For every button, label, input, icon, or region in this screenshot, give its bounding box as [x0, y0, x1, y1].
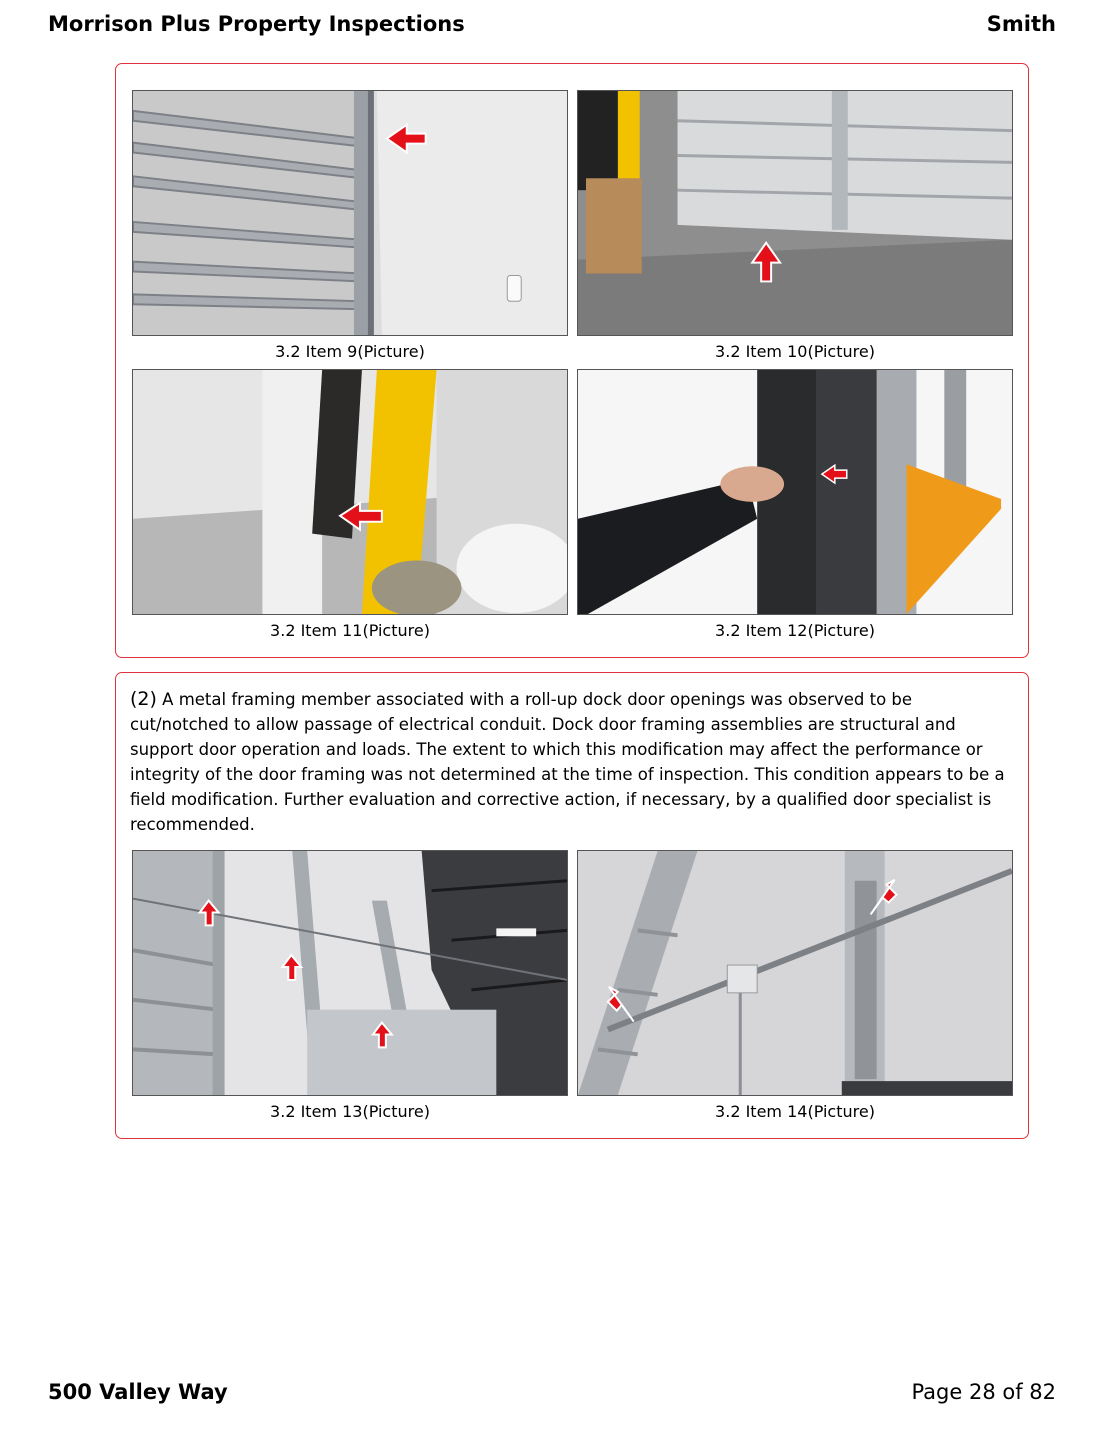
photo-item-11[interactable]: [132, 369, 568, 615]
hand-seal-photo: [578, 370, 1012, 614]
photo-caption: 3.2 Item 14(Picture): [715, 1102, 875, 1121]
conduit-box-photo: [578, 851, 1012, 1095]
photo-caption: 3.2 Item 12(Picture): [715, 621, 875, 640]
photo-caption: 3.2 Item 13(Picture): [270, 1102, 430, 1121]
photo-item-9[interactable]: [132, 90, 568, 336]
framing-wall-photo: [133, 851, 567, 1095]
observation-group-2: [115, 672, 1029, 1139]
door-bottom-photo: [578, 91, 1012, 335]
photo-caption: 3.2 Item 9(Picture): [275, 342, 425, 361]
photo-item-13[interactable]: [132, 850, 568, 1096]
photo-item-10[interactable]: [577, 90, 1013, 336]
observation-description: A metal framing member associated with a roll-up dock door openings was observed to be cut/notched to allow passage of electrical conduit. Dock door framing assemblies are structural and support door operation and loads. The extent to which this modification may affect the performance or integrity of the door framing was not determined at the time of inspection. This condition appears to be a field modification. Further evaluation and corrective action, if necessary, by a qualified door specialist is recommended.: [130, 690, 1005, 834]
photo-item-12[interactable]: [577, 369, 1013, 615]
door-track-photo: [133, 91, 567, 335]
observation-number: (2): [130, 688, 157, 710]
client-name: Smith: [986, 12, 1056, 36]
company-name: Morrison Plus Property Inspections: [48, 12, 465, 36]
page-number: Page 28 of 82: [911, 1380, 1056, 1404]
door-seal-photo: [133, 370, 567, 614]
photo-caption: 3.2 Item 10(Picture): [715, 342, 875, 361]
property-address: 500 Valley Way: [48, 1380, 228, 1404]
photo-group-1: [115, 63, 1029, 658]
observation-text: [130, 687, 1010, 837]
photo-caption: 3.2 Item 11(Picture): [270, 621, 430, 640]
photo-item-14[interactable]: [577, 850, 1013, 1096]
